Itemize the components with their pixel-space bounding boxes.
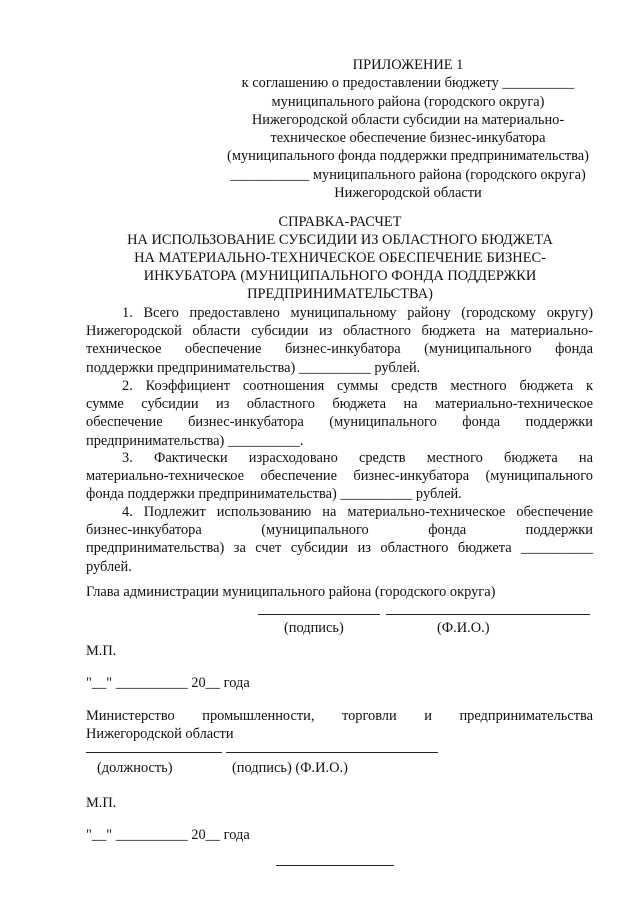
date-line-2: "__" __________ 20__ года (86, 827, 250, 843)
appendix-line: муниципального района (городского округа) (271, 93, 545, 110)
fio-line (386, 614, 590, 615)
title-line: ИНКУБАТОРА (МУНИЦИПАЛЬНОГО ФОНДА ПОДДЕРЖКИ (143, 268, 537, 284)
appendix-line: (муниципального фонда поддержки предпринимательства) (227, 148, 589, 165)
appendix-line: Нижегородской области субсидии на материально- (251, 111, 565, 128)
item-line: 3. Фактически израсходовано средств местного бюджета на (122, 450, 593, 466)
head-admin-label: Глава администрации муниципального района (городского округа) (86, 584, 496, 600)
item-3 (86, 449, 593, 504)
sign-fio-label: (подпись) (Ф.И.О.) (232, 760, 348, 776)
signature-line (258, 614, 380, 615)
appendix-line: Нижегородской области (334, 185, 482, 202)
position-line (86, 752, 222, 753)
item-1 (86, 304, 593, 377)
sign-label: (подпись) (284, 620, 344, 636)
item-line: материально-техническое обеспечение бизнес-инкубатора (муниципального (86, 468, 593, 485)
item-line: 2. Коэффициент соотношения суммы средств местного бюджета к (122, 378, 593, 394)
item-line: рублей. (86, 558, 132, 575)
item-2 (86, 377, 593, 450)
ministry-region: Нижегородской области (86, 726, 234, 742)
date-line: "__" __________ 20__ года (86, 675, 250, 691)
title-line: НА ИСПОЛЬЗОВАНИЕ СУБСИДИИ ИЗ ОБЛАСТНОГО БЮДЖЕТА (127, 232, 553, 248)
item-line: техническое обеспечение бизнес-инкубатора (муниципального фонда (86, 341, 593, 358)
footer-rule (276, 865, 394, 866)
item-line: 1. Всего предоставлено муниципальному району (городскому округу) (122, 305, 593, 321)
item-line: поддержки предпринимательства) __________ рублей. (86, 359, 421, 376)
stamp-label: М.П. (86, 643, 117, 659)
stamp-label-2: М.П. (86, 795, 117, 811)
item-line: Нижегородской области субсидии из областного бюджета на материально- (86, 323, 593, 340)
item-line: 4. Подлежит использованию на материально-техническое обеспечение (122, 504, 593, 520)
document-title (86, 213, 594, 303)
signature-fio-line (226, 752, 438, 753)
appendix-header (210, 56, 606, 202)
title-line: ПРЕДПРИНИМАТЕЛЬСТВА) (247, 286, 433, 302)
position-label: (должность) (97, 760, 173, 776)
item-4 (86, 503, 593, 576)
item-line: бизнес-инкубатора (муниципального фонда поддержки (86, 522, 593, 539)
appendix-line: к соглашению о предоставлении бюджету __________ (241, 75, 575, 92)
item-line: сумме субсидии из областного бюджета на материально-техническое (86, 396, 593, 413)
item-line: предпринимательства) __________. (86, 432, 304, 449)
item-line: предпринимательства) за счет субсидии из областного бюджета __________ (86, 540, 593, 557)
title-line: СПРАВКА-РАСЧЕТ (278, 214, 402, 230)
appendix-line: техническое обеспечение бизнес-инкубатора (270, 130, 546, 147)
appendix-line: ___________ муниципального района (городского округа) (230, 166, 586, 183)
appendix-title: ПРИЛОЖЕНИЕ 1 (352, 57, 464, 73)
title-line: НА МАТЕРИАЛЬНО-ТЕХНИЧЕСКОЕ ОБЕСПЕЧЕНИЕ БИЗНЕС- (134, 250, 546, 266)
item-line: обеспечение бизнес-инкубатора (муниципального фонда поддержки (86, 414, 593, 431)
fio-label: (Ф.И.О.) (437, 620, 490, 636)
item-line: фонда поддержки предпринимательства) __________ рублей. (86, 486, 462, 503)
ministry-label: Министерство промышленности, торговли и предпринимательства (86, 708, 593, 724)
